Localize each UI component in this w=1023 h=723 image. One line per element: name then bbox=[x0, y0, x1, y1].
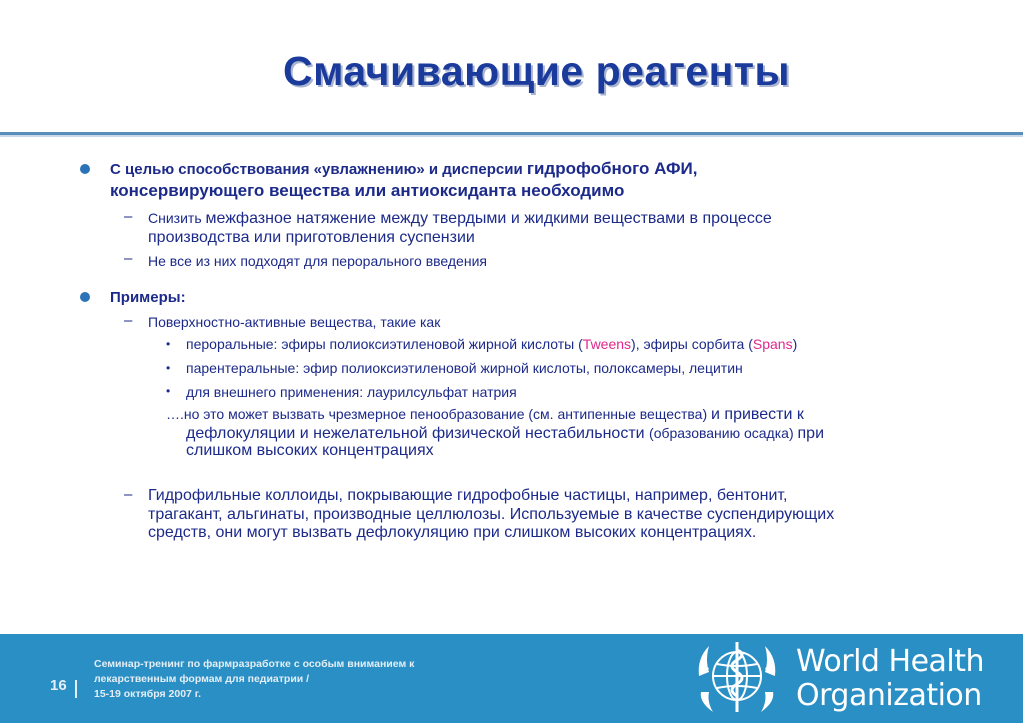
bullet-icon bbox=[80, 292, 90, 302]
example-item-parenteral: парентеральные: эфир полиоксиэтиленовой жирной кислоты, полоксамеры, лецитин bbox=[186, 360, 743, 376]
note-line-1: ….но это может вызвать чрезмерное пенообразование (см. антипенные вещества) и привести к bbox=[166, 406, 804, 423]
dot-marker: • bbox=[166, 337, 171, 351]
who-name-line-1: World Health bbox=[796, 644, 985, 679]
example-item-topical: для внешнего применения: лаурилсульфат натрия bbox=[186, 384, 517, 400]
note-line-3: слишком высоких концентрациях bbox=[186, 442, 434, 459]
dot-marker: • bbox=[166, 384, 171, 398]
sub-bullet-2-2-line-3: средств, они могут вызвать дефлокуляцию при слишком высоких концентрациях. bbox=[148, 524, 757, 541]
page-number-divider bbox=[75, 680, 77, 698]
bullet-1-line-1: С целью способствования «увлажнению» и дисперсии гидрофобного АФИ, bbox=[110, 159, 698, 178]
slide-title: Смачивающие реагенты bbox=[282, 48, 791, 94]
dash-marker: – bbox=[124, 250, 133, 267]
bullet-icon bbox=[80, 164, 90, 174]
title-divider-light bbox=[0, 135, 1023, 137]
dot-marker: • bbox=[166, 361, 171, 375]
sub-bullet-2-2-line-1: Гидрофильные коллоиды, покрывающие гидрофобные частицы, например, бентонит, bbox=[148, 487, 788, 504]
bullet-2-label: Примеры: bbox=[110, 289, 186, 306]
dash-marker: – bbox=[124, 208, 133, 225]
page-number: 16 bbox=[50, 677, 67, 694]
sub-bullet-1-2: Не все из них подходят для перорального введения bbox=[148, 253, 487, 269]
footer-caption: Семинар-тренинг по фармразработке с особым вниманием к лекарственным формам для педиатрии / 15-19 октября 2007 г. bbox=[94, 658, 415, 700]
dash-marker: – bbox=[124, 312, 133, 329]
sub-bullet-2-1: Поверхностно-активные вещества, такие как bbox=[148, 314, 441, 330]
who-emblem-icon bbox=[693, 636, 781, 720]
dash-marker: – bbox=[124, 486, 133, 503]
sub-bullet-1-1-cont: производства или приготовления суспензии bbox=[148, 229, 475, 246]
who-name-line-2: Organization bbox=[796, 678, 982, 713]
note-line-2: дефлокуляции и нежелательной физической нестабильности (образованию осадка) при bbox=[186, 425, 824, 442]
example-item-oral: пероральные: эфиры полиоксиэтиленовой жирной кислоты (Tweens), эфиры сорбита (Spans) bbox=[186, 336, 798, 352]
sub-bullet-1-1: Снизить межфазное натяжение между твердыми и жидкими веществами в процессе bbox=[148, 210, 772, 227]
sub-bullet-2-2-line-2: трагакант, альгинаты, производные целлюлозы. Используемые в качестве суспендирующих bbox=[148, 506, 835, 523]
bullet-1-line-2: консервирующего вещества или антиоксиданта необходимо bbox=[110, 181, 625, 200]
